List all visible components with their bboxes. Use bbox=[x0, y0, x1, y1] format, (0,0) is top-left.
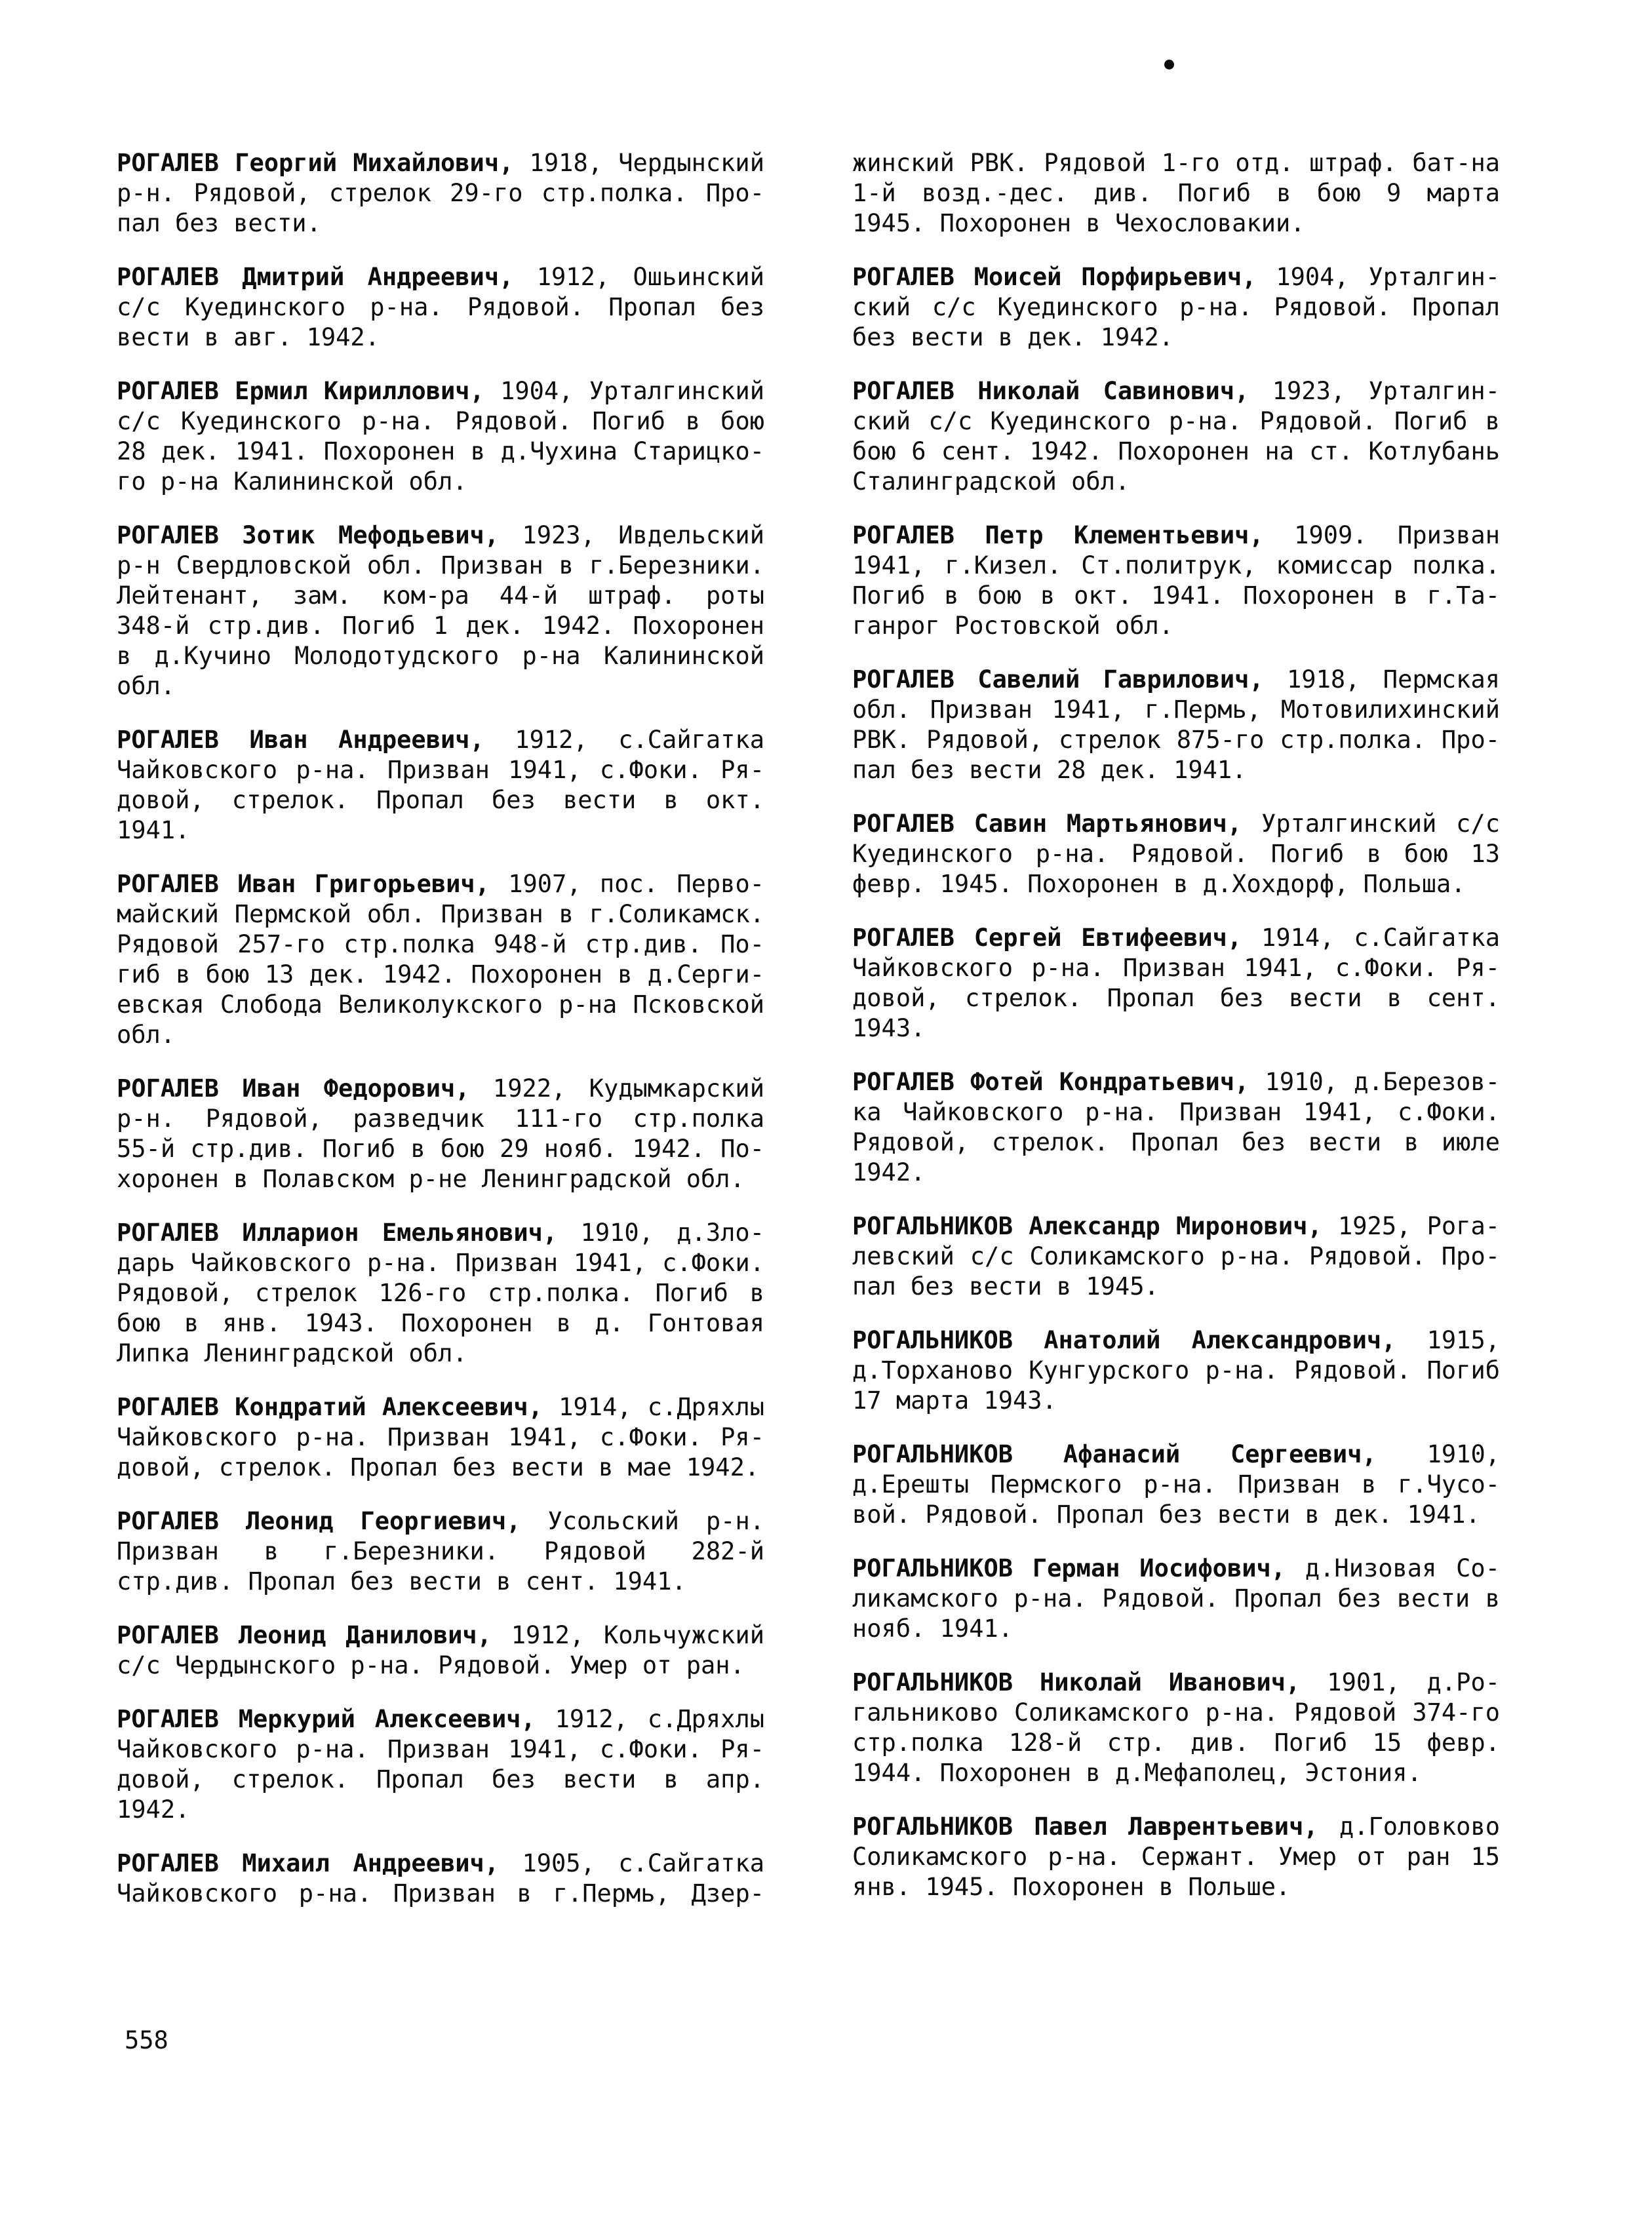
entry-first-line: РОГАЛЬНИКОВ Афанасий Сергеевич, 1910, bbox=[852, 1440, 1500, 1468]
entry-surname: РОГАЛЕВ Савелий Гаврилович, bbox=[852, 665, 1264, 694]
entry-line: р-н Свердловской обл. Призван в г.Березники. bbox=[117, 551, 764, 579]
entry-line: ский с/с Куединского р-на. Рядовой. Погиб в bbox=[852, 407, 1500, 435]
entry-line: евская Слобода Великолукского р-на Псковской bbox=[117, 990, 764, 1019]
entry-line: Рядовой 257-го стр.полка 948-й стр.див. По- bbox=[117, 930, 764, 958]
entry-first-line: РОГАЛЕВ Кондратий Алексеевич, 1914, с.Дряхлы bbox=[117, 1393, 764, 1421]
entry-line: 1945. Похоронен в Чехословакии. bbox=[852, 209, 1305, 237]
memorial-entry bbox=[852, 148, 1500, 239]
entry-first-line: РОГАЛЕВ Меркурий Алексеевич, 1912, с.Дряхлы bbox=[117, 1705, 764, 1733]
entry-line: обл. bbox=[117, 672, 176, 700]
entry-first-line: РОГАЛЕВ Иван Федорович, 1922, Кудымкарский bbox=[117, 1074, 764, 1103]
entry-surname: РОГАЛЬНИКОВ Герман Иосифович, bbox=[852, 1554, 1286, 1582]
entry-line: с/с Куединского р-на. Рядовой. Пропал без bbox=[117, 293, 764, 321]
entry-surname: РОГАЛЕВ Петр Клементьевич, bbox=[852, 521, 1264, 549]
entry-first-line: РОГАЛЬНИКОВ Александр Миронович, 1925, Рога- bbox=[852, 1212, 1501, 1240]
entry-line: с/с Чердынского р-на. Рядовой. Умер от ран. bbox=[117, 1651, 745, 1679]
ink-dot bbox=[1164, 60, 1174, 69]
entry-line: 55-й стр.див. Погиб в бою 29 нояб. 1942. По- bbox=[117, 1135, 764, 1163]
entry-surname: РОГАЛЕВ Леонид Данилович, bbox=[117, 1621, 492, 1649]
entry-line: гальниково Соликамского р-на. Рядовой 374-го bbox=[852, 1698, 1500, 1727]
entry-line: 1941. bbox=[117, 816, 190, 844]
entry-line: пал без вести. bbox=[117, 209, 321, 237]
entry-surname: РОГАЛЕВ Георгий Михайлович, bbox=[117, 149, 514, 177]
entry-line: довой, стрелок. Пропал без вести в мае 1942. bbox=[117, 1453, 760, 1481]
entry-line: 1944. Похоронен в д.Мефаполец, Эстония. bbox=[852, 1759, 1422, 1787]
entry-surname: РОГАЛЕВ Кондратий Алексеевич, bbox=[117, 1393, 543, 1421]
entry-line: д.Ерешты Пермского р-на. Призван в г.Чусо- bbox=[852, 1470, 1500, 1498]
memorial-entry bbox=[117, 148, 764, 239]
entry-line: майский Пермской обл. Призван в г.Соликамск. bbox=[117, 900, 764, 928]
page-number: 558 bbox=[125, 2026, 168, 2054]
entry-first-line: РОГАЛЕВ Сергей Евтифеевич, 1914, с.Сайгатка bbox=[852, 924, 1500, 952]
entry-line: Чайковского р-на. Призван в г.Пермь, Дзер- bbox=[117, 1879, 764, 1908]
entry-line: Рядовой, стрелок 126-го стр.полка. Погиб в bbox=[117, 1279, 764, 1307]
entry-line: 1941, г.Кизел. Ст.политрук, комиссар полка. bbox=[852, 551, 1500, 579]
entry-first-line: РОГАЛЕВ Ермил Кириллович, 1904, Урталгинский bbox=[117, 377, 764, 405]
entry-line: левский с/с Соликамского р-на. Рядовой. Про- bbox=[852, 1242, 1500, 1270]
entry-first-line: РОГАЛЕВ Фотей Кондратьевич, 1910, д.Березов- bbox=[852, 1068, 1500, 1096]
entry-surname: РОГАЛЕВ Михаил Андреевич, bbox=[117, 1849, 500, 1877]
entry-surname: РОГАЛЕВ Иван Андреевич, bbox=[117, 726, 484, 754]
entry-line: в д.Кучино Молодотудского р-на Калининской bbox=[117, 642, 764, 670]
memorial-entry bbox=[852, 520, 1500, 641]
entry-line: 348-й стр.див. Погиб 1 дек. 1942. Похоронен bbox=[117, 612, 764, 640]
entry-first-line: РОГАЛЕВ Петр Клементьевич, 1909. Призван bbox=[852, 521, 1500, 549]
entry-line: ка Чайковского р-на. Призван 1941, с.Фоки. bbox=[852, 1098, 1500, 1126]
entry-line: февр. 1945. Похоронен в д.Хохдорф, Польша. bbox=[852, 870, 1466, 898]
entry-surname: РОГАЛЕВ Леонид Георгиевич, bbox=[117, 1507, 521, 1535]
memorial-entry bbox=[117, 520, 764, 701]
memorial-entry bbox=[852, 1211, 1500, 1302]
entry-first-line: РОГАЛЕВ Моисей Порфирьевич, 1904, Урталгин- bbox=[852, 263, 1500, 291]
entry-first-line: РОГАЛЕВ Георгий Михайлович, 1918, Чердынский bbox=[117, 149, 764, 177]
entry-first-line: РОГАЛЕВ Иван Григорьевич, 1907, пос. Перво- bbox=[117, 870, 764, 898]
entry-line: 17 марта 1943. bbox=[852, 1386, 1057, 1415]
memorial-entry bbox=[852, 1325, 1500, 1416]
entry-first-line: РОГАЛЬНИКОВ Герман Иосифович, д.Низовая Со- bbox=[852, 1554, 1500, 1582]
memorial-entry bbox=[852, 262, 1500, 353]
entry-surname: РОГАЛЕВ Моисей Порфирьевич, bbox=[852, 263, 1257, 291]
memorial-entry bbox=[117, 1704, 764, 1825]
entry-line: стр.див. Пропал без вести в сент. 1941. bbox=[117, 1567, 686, 1596]
memorial-entry bbox=[852, 809, 1500, 899]
entry-surname: РОГАЛЬНИКОВ Анатолий Александрович, bbox=[852, 1326, 1396, 1354]
entry-line: обл. bbox=[117, 1021, 176, 1049]
entry-line: хоронен в Полавском р-не Ленинградской обл. bbox=[117, 1165, 745, 1193]
entry-line: обл. Призван 1941, г.Пермь, Мотовилихинский bbox=[852, 695, 1500, 724]
entry-surname: РОГАЛЕВ Николай Савинович, bbox=[852, 377, 1249, 405]
entry-line: Чайковского р-на. Призван 1941, с.Фоки. Ря- bbox=[117, 756, 764, 784]
memorial-entry bbox=[117, 1074, 764, 1194]
entry-line: го р-на Калининской обл. bbox=[117, 467, 467, 496]
entry-first-line: РОГАЛЕВ Михаил Андреевич, 1905, с.Сайгатка bbox=[117, 1849, 764, 1877]
entry-surname: РОГАЛЕВ Савин Мартьянович, bbox=[852, 810, 1242, 838]
entry-line: ликамского р-на. Рядовой. Пропал без вести в bbox=[852, 1584, 1500, 1613]
entry-line: Липка Ленинградской обл. bbox=[117, 1339, 467, 1367]
entry-surname: РОГАЛЬНИКОВ Афанасий Сергеевич, bbox=[852, 1440, 1377, 1468]
entry-first-line: РОГАЛЬНИКОВ Павел Лаврентьевич, д.Головково bbox=[852, 1812, 1500, 1841]
entry-surname: РОГАЛЕВ Зотик Мефодьевич, bbox=[117, 521, 500, 549]
memorial-entry bbox=[117, 1218, 764, 1369]
entry-line: Чайковского р-на. Призван 1941, с.Фоки. Ря- bbox=[852, 954, 1500, 982]
memorial-entry bbox=[117, 1849, 764, 1909]
entry-line: Сталинградской обл. bbox=[852, 467, 1130, 496]
entry-line: Чайковского р-на. Призван 1941, с.Фоки. Ря- bbox=[117, 1735, 764, 1763]
entry-first-line: РОГАЛЕВ Зотик Мефодьевич, 1923, Ивдельский bbox=[117, 521, 764, 549]
memorial-entry bbox=[852, 1668, 1500, 1788]
entry-surname: РОГАЛЕВ Дмитрий Андреевич, bbox=[117, 263, 514, 291]
entry-line: Соликамского р-на. Сержант. Умер от ран 15 bbox=[852, 1843, 1500, 1871]
memorial-entry bbox=[117, 725, 764, 846]
entry-line: Погиб в бою в окт. 1941. Похоронен в г.Та- bbox=[852, 581, 1500, 610]
entry-surname: РОГАЛЬНИКОВ Александр Миронович, bbox=[852, 1212, 1322, 1240]
memorial-entry bbox=[117, 1392, 764, 1483]
entry-line: 1943. bbox=[852, 1014, 926, 1042]
entry-line: 28 дек. 1941. Похоронен в д.Чухина Старицко- bbox=[117, 437, 764, 465]
memorial-entry bbox=[117, 262, 764, 353]
entry-surname: РОГАЛЕВ Сергей Евтифеевич, bbox=[852, 924, 1242, 952]
entry-line: дарь Чайковского р-на. Призван 1941, с.Фоки. bbox=[117, 1249, 764, 1277]
memorial-entry bbox=[852, 1067, 1500, 1188]
entry-line: довой, стрелок. Пропал без вести в апр. bbox=[117, 1765, 764, 1793]
entry-first-line: РОГАЛЕВ Савин Мартьянович, Урталгинский с/с bbox=[852, 810, 1500, 838]
memorial-entry bbox=[852, 665, 1500, 785]
entry-first-line: РОГАЛЬНИКОВ Николай Иванович, 1901, д.Ро- bbox=[852, 1668, 1500, 1696]
entry-line: 1-й возд.-дес. див. Погиб в бою 9 марта bbox=[852, 179, 1500, 207]
memorial-entry bbox=[852, 923, 1500, 1044]
entry-line: янв. 1945. Похоронен в Польше. bbox=[852, 1873, 1291, 1901]
entry-line: р-н. Рядовой, стрелок 29-го стр.полка. Про- bbox=[117, 179, 764, 207]
entry-first-line: РОГАЛЕВ Савелий Гаврилович, 1918, Пермская bbox=[852, 665, 1500, 694]
entry-first-line: РОГАЛЕВ Илларион Емельянович, 1910, д.Зло- bbox=[117, 1219, 764, 1247]
entry-line: пал без вести в 1945. bbox=[852, 1272, 1159, 1301]
entry-line: бою в янв. 1943. Похоронен в д. Гонтовая bbox=[117, 1309, 764, 1337]
entry-line: гиб в бою 13 дек. 1942. Похоронен в д.Серги- bbox=[117, 960, 764, 989]
entry-line: Рядовой, стрелок. Пропал без вести в июле bbox=[852, 1128, 1500, 1156]
entry-line: д.Торханово Кунгурского р-на. Рядовой. Погиб bbox=[852, 1356, 1500, 1384]
entry-line: довой, стрелок. Пропал без вести в окт. bbox=[117, 786, 764, 814]
entry-line: ганрог Ростовской обл. bbox=[852, 612, 1174, 640]
entry-surname: РОГАЛЕВ Фотей Кондратьевич, bbox=[852, 1068, 1249, 1096]
memorial-entry bbox=[117, 869, 764, 1050]
memorial-entry bbox=[117, 1506, 764, 1597]
entry-line: Призван в г.Березники. Рядовой 282-й bbox=[117, 1537, 764, 1565]
memorial-entry bbox=[852, 376, 1500, 497]
entry-line: стр.полка 128-й стр. див. Погиб 15 февр. bbox=[852, 1729, 1500, 1757]
entry-first-line: РОГАЛЕВ Иван Андреевич, 1912, с.Сайгатка bbox=[117, 726, 764, 754]
entry-line: пал без вести 28 дек. 1941. bbox=[852, 756, 1247, 784]
entry-line: Чайковского р-на. Призван 1941, с.Фоки. Ря- bbox=[117, 1423, 764, 1451]
memorial-entry bbox=[852, 1439, 1500, 1530]
entry-line: вой. Рядовой. Пропал без вести в дек. 1941. bbox=[852, 1500, 1480, 1529]
entry-surname: РОГАЛЕВ Меркурий Алексеевич, bbox=[117, 1705, 536, 1733]
entry-line: с/с Куединского р-на. Рядовой. Погиб в бою bbox=[117, 407, 764, 435]
entry-line: довой, стрелок. Пропал без вести в сент. bbox=[852, 984, 1500, 1012]
entry-line: 1942. bbox=[852, 1158, 926, 1186]
text-column-left bbox=[117, 148, 764, 1932]
entry-surname: РОГАЛЬНИКОВ Николай Иванович, bbox=[852, 1668, 1301, 1696]
entry-first-line: РОГАЛЕВ Леонид Георгиевич, Усольский р-н. bbox=[117, 1507, 764, 1535]
entry-surname: РОГАЛЕВ Иван Федорович, bbox=[117, 1074, 470, 1103]
entry-line: РВК. Рядовой, стрелок 875-го стр.полка. Про- bbox=[852, 726, 1500, 754]
entry-first-line: РОГАЛЕВ Николай Савинович, 1923, Урталгин- bbox=[852, 377, 1500, 405]
memorial-entry bbox=[117, 376, 764, 497]
entry-line: Лейтенант, зам. ком-ра 44-й штраф. роты bbox=[117, 581, 764, 610]
entry-line: бою 6 сент. 1942. Похоронен на ст. Котлубань bbox=[852, 437, 1500, 465]
entry-line: 1942. bbox=[117, 1795, 190, 1824]
memorial-entry bbox=[852, 1554, 1500, 1644]
memorial-entry bbox=[852, 1812, 1500, 1902]
entry-line: вести в авг. 1942. bbox=[117, 323, 380, 351]
entry-surname: РОГАЛЕВ Иван Григорьевич, bbox=[117, 870, 490, 898]
entry-line: р-н. Рядовой, разведчик 111-го стр.полка bbox=[117, 1105, 764, 1133]
entry-line: ский с/с Куединского р-на. Рядовой. Пропал bbox=[852, 293, 1500, 321]
entry-surname: РОГАЛЬНИКОВ Павел Лаврентьевич, bbox=[852, 1812, 1318, 1841]
text-column-right bbox=[852, 148, 1500, 1926]
entry-line: без вести в дек. 1942. bbox=[852, 323, 1174, 351]
memorial-entry bbox=[117, 1620, 764, 1681]
entry-first-line: РОГАЛЕВ Леонид Данилович, 1912, Кольчужский bbox=[117, 1621, 764, 1649]
entry-surname: РОГАЛЕВ Ермил Кириллович, bbox=[117, 377, 484, 405]
entry-line: жинский РВК. Рядовой 1-го отд. штраф. бат-на bbox=[852, 149, 1500, 177]
entry-first-line: РОГАЛЕВ Дмитрий Андреевич, 1912, Ошьинский bbox=[117, 263, 764, 291]
entry-line: нояб. 1941. bbox=[852, 1615, 1013, 1643]
entry-line: Куединского р-на. Рядовой. Погиб в бою 13 bbox=[852, 840, 1500, 868]
entry-first-line: РОГАЛЬНИКОВ Анатолий Александрович, 1915, bbox=[852, 1326, 1501, 1354]
entry-surname: РОГАЛЕВ Илларион Емельянович, bbox=[117, 1219, 558, 1247]
